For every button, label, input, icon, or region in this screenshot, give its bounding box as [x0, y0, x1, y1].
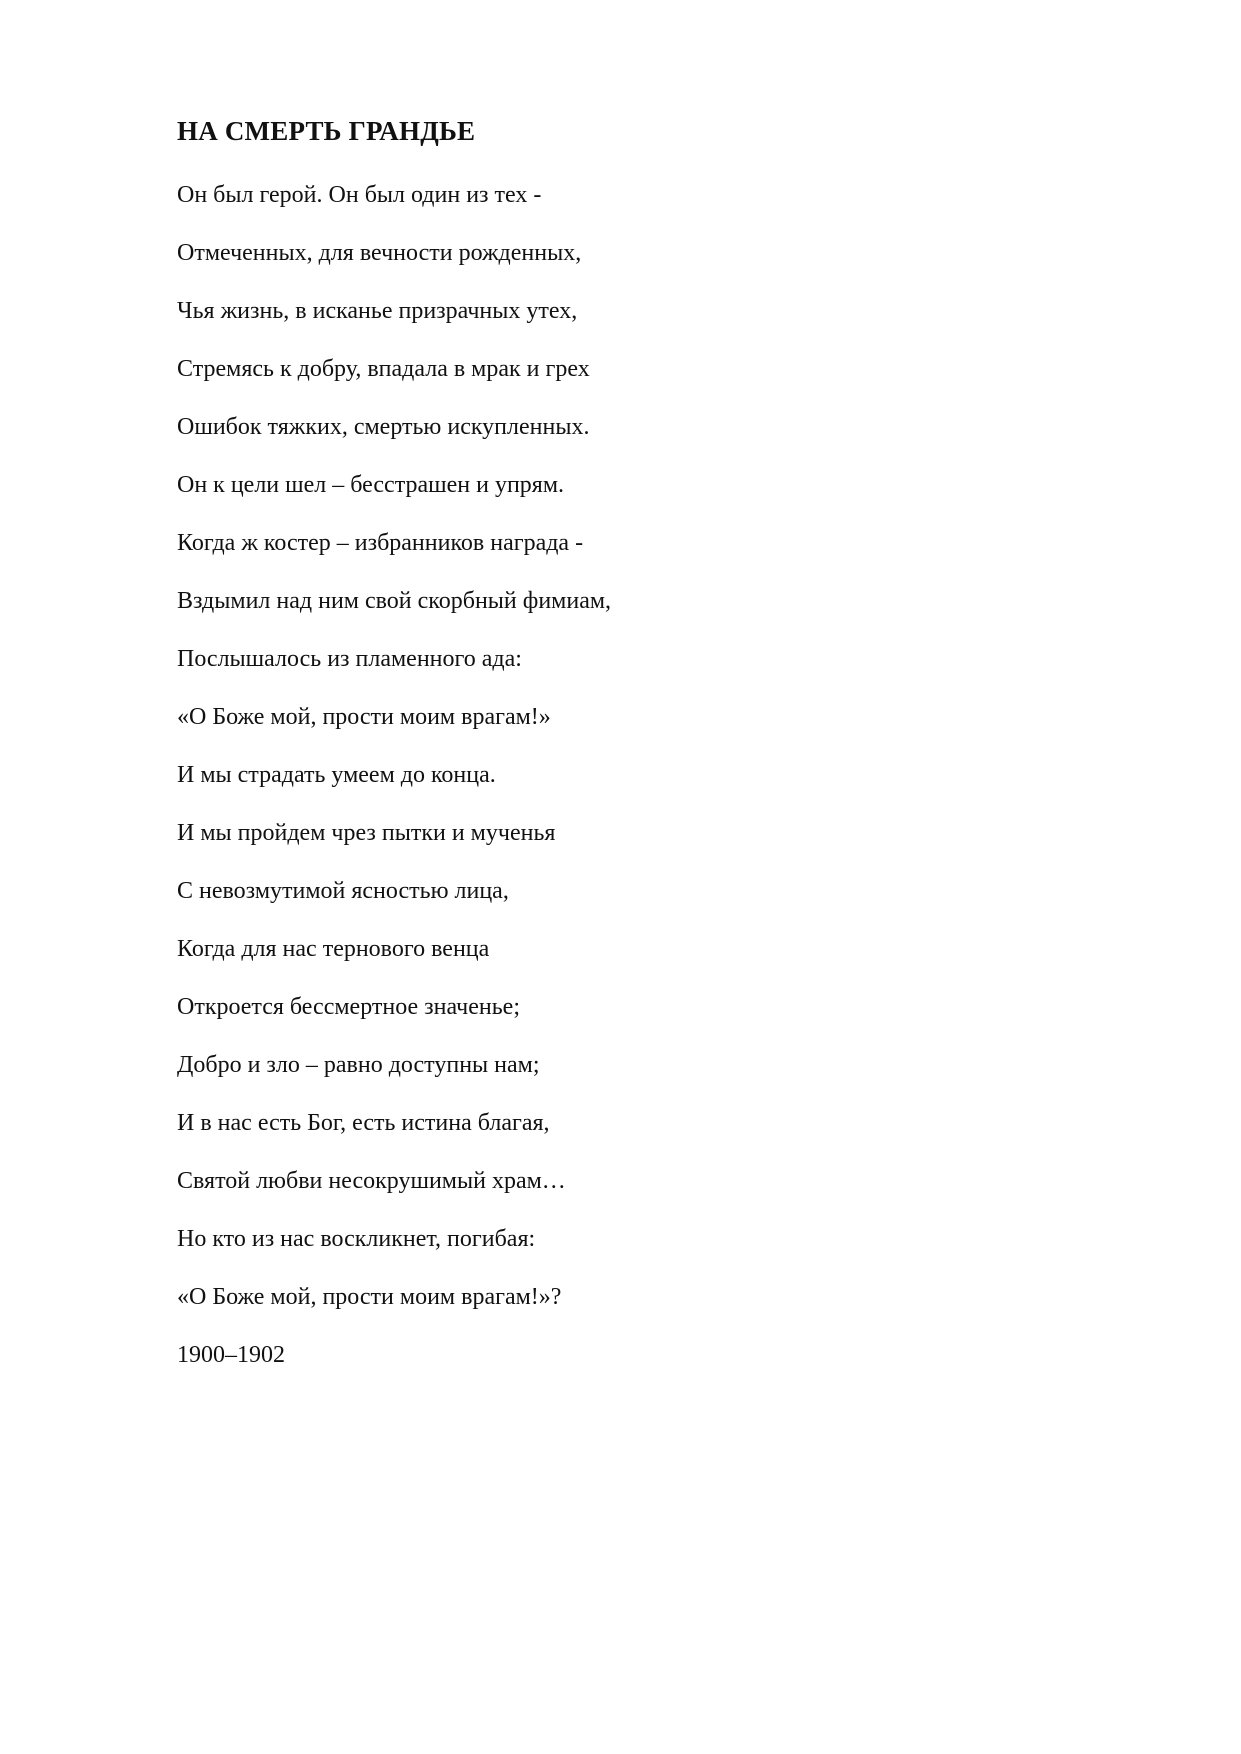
poem-line: Когда ж костер – избранников награда - [177, 530, 584, 556]
poem-line: Когда для нас тернового венца [177, 936, 490, 962]
poem-line: «О Боже мой, прости моим врагам!» [177, 704, 551, 730]
poem-line: И в нас есть Бог, есть истина благая, [177, 1110, 550, 1136]
poem-line: Но кто из нас воскликнет, погибая: [177, 1226, 536, 1252]
poem-line: Чья жизнь, в исканье призрачных утех, [177, 298, 578, 324]
poem-line: Стремясь к добру, впадала в мрак и грех [177, 356, 590, 382]
poem-line: И мы пройдем чрез пытки и мученья [177, 820, 556, 846]
poem-line: Откроется бессмертное значенье; [177, 994, 520, 1020]
poem-line: Добро и зло – равно доступны нам; [177, 1052, 540, 1078]
poem-line: Он был герой. Он был один из тех - [177, 182, 542, 208]
poem-date: 1900–1902 [177, 1342, 285, 1368]
poem-line: Послышалось из пламенного ада: [177, 646, 522, 672]
poem-title: НА СМЕРТЬ ГРАНДЬЕ [177, 116, 476, 146]
poem-line: Ошибок тяжких, смертью искупленных. [177, 414, 590, 440]
poem-line: Святой любви несокрушимый храм… [177, 1168, 566, 1194]
poem-line: Отмеченных, для вечности рожденных, [177, 240, 582, 266]
poem-line: И мы страдать умеем до конца. [177, 762, 496, 788]
poem-line: «О Боже мой, прости моим врагам!»? [177, 1284, 562, 1310]
poem-line: С невозмутимой ясностью лица, [177, 878, 509, 904]
poem-body [177, 178, 611, 1338]
poem-line: Он к цели шел – бесстрашен и упрям. [177, 472, 565, 498]
poem-line: Вздымил над ним свой скорбный фимиам, [177, 588, 612, 614]
